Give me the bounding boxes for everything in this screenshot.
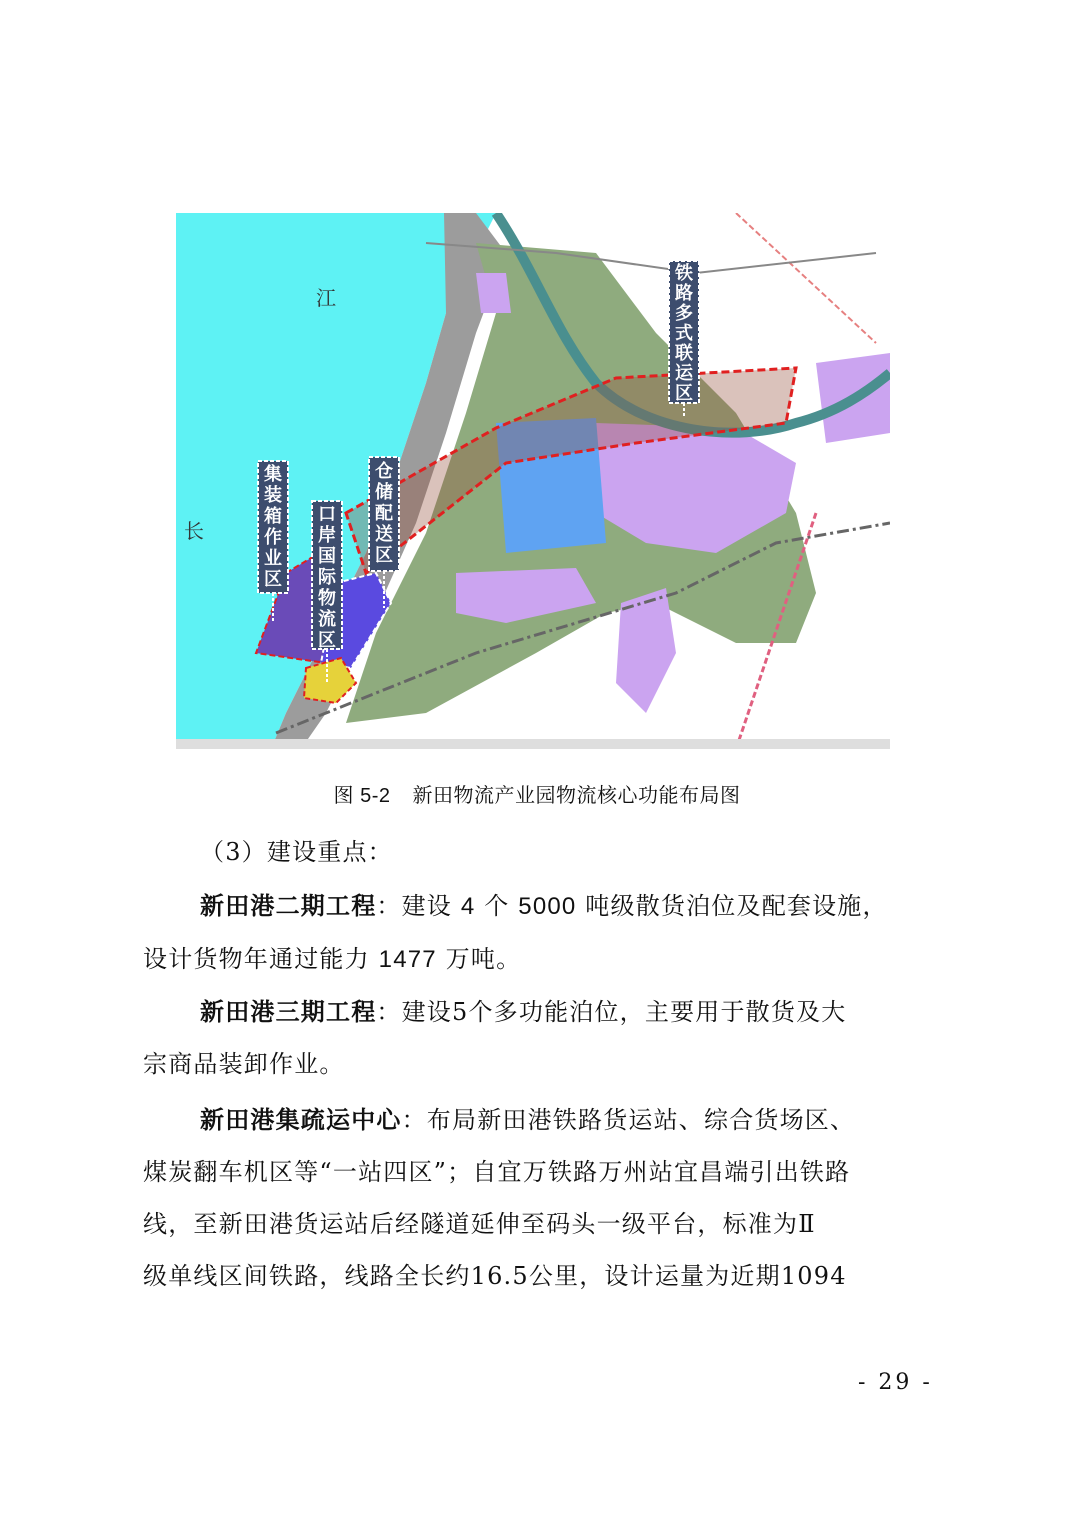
paragraph-phase2-line1: 新田港二期工程：建设 4 个 5000 吨级散货泊位及配套设施， — [200, 891, 888, 920]
paragraph-dc-line4: 级单线区间铁路，线路全长约16.5公里，设计运量为近期1094 — [143, 1262, 847, 1290]
svg-text:流: 流 — [318, 609, 336, 630]
paragraph-distribution-center — [143, 1094, 943, 1302]
phase2-heading: 新田港二期工程 — [200, 891, 377, 920]
purple-land-north — [476, 273, 511, 313]
page-number: - 29 - — [858, 1370, 933, 1395]
svg-text:运: 运 — [675, 363, 693, 384]
svg-text:式: 式 — [675, 323, 693, 344]
paragraph-phase2 — [143, 880, 943, 986]
paragraph-phase3-line2: 宗商品装卸作业。 — [143, 1050, 345, 1078]
paragraph-phase3 — [143, 986, 943, 1090]
svg-text:集: 集 — [264, 464, 282, 485]
paragraph-dc-line2: 煤炭翻车机区等“一站四区”；自宜万铁路万州站宜昌端引出铁路 — [143, 1158, 851, 1186]
svg-text:国: 国 — [318, 546, 336, 567]
svg-text:箱: 箱 — [264, 506, 282, 527]
caption-number: 图 5-2 — [333, 785, 391, 807]
map-svg — [176, 213, 890, 749]
paragraph-dc-line3: 线，至新田港货运站后经隧道延伸至码头一级平台，标准为Ⅱ — [143, 1210, 816, 1238]
railway-zone-label — [669, 261, 699, 404]
container-zone-label — [258, 461, 288, 593]
port-zone-label — [312, 501, 342, 651]
svg-text:多: 多 — [675, 303, 693, 324]
svg-text:区: 区 — [675, 383, 693, 404]
svg-text:区: 区 — [375, 545, 393, 566]
svg-text:铁: 铁 — [675, 263, 693, 284]
svg-text:区: 区 — [264, 569, 282, 590]
section-heading: （3）建设重点： — [200, 838, 393, 866]
svg-text:储: 储 — [375, 482, 393, 503]
svg-text:路: 路 — [675, 283, 693, 304]
svg-text:联: 联 — [675, 343, 693, 364]
svg-text:配: 配 — [375, 503, 393, 524]
svg-text:岸: 岸 — [318, 525, 336, 546]
svg-text:装: 装 — [264, 485, 282, 506]
map-status-bar — [176, 739, 890, 749]
paragraph-phase2-line2: 设计货物年通过能力 1477 万吨。 — [143, 945, 522, 973]
figure-caption — [0, 779, 1074, 808]
paragraph-phase3-line1: 新田港三期工程：建设5个多功能泊位，主要用于散货及大 — [200, 997, 847, 1026]
layout-map-figure — [176, 213, 890, 749]
svg-text:业: 业 — [264, 548, 282, 569]
warehouse-zone-label — [369, 457, 399, 571]
river-label-chang: 长 — [184, 519, 204, 543]
caption-title: 新田物流产业园物流核心功能布局图 — [412, 783, 741, 807]
svg-text:区: 区 — [318, 630, 336, 651]
svg-text:仓: 仓 — [375, 461, 393, 482]
dc-heading: 新田港集疏运中心 — [200, 1105, 402, 1134]
river-label-jiang: 江 — [316, 286, 336, 310]
svg-text:际: 际 — [318, 567, 336, 588]
svg-text:口: 口 — [318, 504, 336, 525]
svg-text:物: 物 — [318, 588, 336, 609]
svg-text:作: 作 — [264, 527, 282, 548]
phase3-heading: 新田港三期工程 — [200, 997, 377, 1026]
svg-text:送: 送 — [375, 524, 393, 545]
paragraph-dc-line1: 新田港集疏运中心：布局新田港铁路货运站、综合货场区、 — [200, 1105, 856, 1134]
